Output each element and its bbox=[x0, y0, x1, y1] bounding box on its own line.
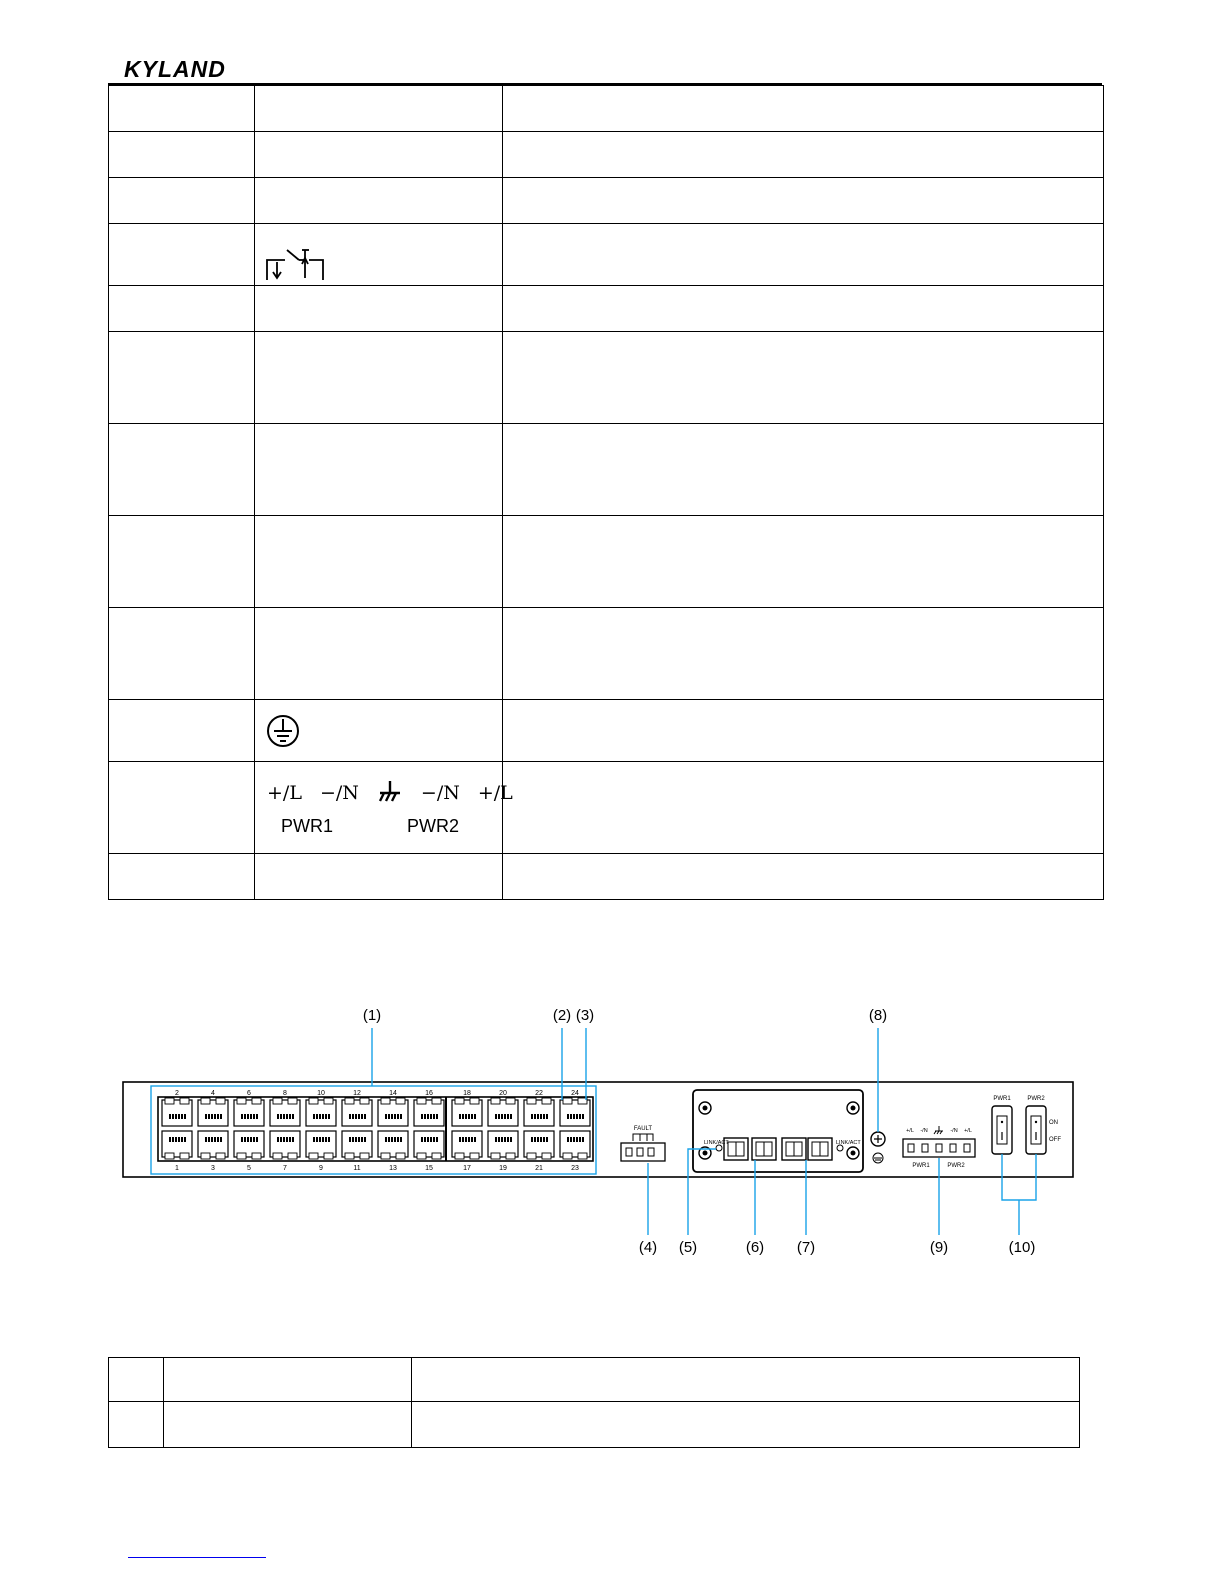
port-pin bbox=[313, 1137, 315, 1142]
port-pin bbox=[361, 1137, 363, 1142]
port-pin bbox=[217, 1137, 219, 1142]
port-pin bbox=[169, 1114, 171, 1119]
port-number: 22 bbox=[535, 1090, 543, 1097]
port-pin bbox=[495, 1114, 497, 1119]
port-number: 4 bbox=[211, 1090, 215, 1097]
port-pin bbox=[567, 1114, 569, 1119]
port-pin bbox=[471, 1137, 473, 1142]
port-number: 19 bbox=[499, 1165, 507, 1172]
switch-label: PWR2 bbox=[1027, 1096, 1045, 1102]
chassis-ground-icon bbox=[934, 1126, 943, 1134]
port-pin bbox=[349, 1114, 351, 1119]
port-led bbox=[506, 1098, 515, 1104]
port-pin bbox=[433, 1114, 435, 1119]
port-pin bbox=[355, 1137, 357, 1142]
port-pin bbox=[546, 1137, 548, 1142]
port-pin bbox=[459, 1114, 461, 1119]
kyland-logo bbox=[124, 56, 228, 82]
port-led bbox=[216, 1153, 225, 1159]
port-pin bbox=[537, 1114, 539, 1119]
port-pin bbox=[436, 1137, 438, 1142]
port-pin bbox=[397, 1114, 399, 1119]
power-labels bbox=[255, 816, 502, 837]
port-number: 9 bbox=[319, 1165, 323, 1172]
chassis-ground-icon bbox=[377, 779, 403, 808]
pwr2-positive-symbol: +/L bbox=[477, 782, 513, 804]
off-label: OFF bbox=[1049, 1137, 1061, 1143]
switch-dot bbox=[1001, 1121, 1003, 1123]
port-led bbox=[252, 1098, 261, 1104]
port-pin bbox=[175, 1137, 177, 1142]
port-led bbox=[381, 1153, 390, 1159]
port-pin bbox=[313, 1114, 315, 1119]
table-row bbox=[109, 332, 1104, 424]
table-row bbox=[109, 516, 1104, 608]
port-pin bbox=[391, 1114, 393, 1119]
port-pin bbox=[531, 1137, 533, 1142]
port-pin bbox=[214, 1114, 216, 1119]
port-number: 23 bbox=[571, 1165, 579, 1172]
port-pin bbox=[510, 1114, 512, 1119]
port-pin bbox=[504, 1114, 506, 1119]
port-pin bbox=[504, 1137, 506, 1142]
port-pin bbox=[507, 1137, 509, 1142]
port-pin bbox=[352, 1137, 354, 1142]
port-pin bbox=[534, 1137, 536, 1142]
terminal-label: +/L bbox=[906, 1128, 914, 1134]
relay-contact-icon bbox=[633, 1134, 653, 1141]
port-led bbox=[288, 1098, 297, 1104]
port-pin bbox=[253, 1114, 255, 1119]
port-pin bbox=[280, 1114, 282, 1119]
port-led bbox=[324, 1098, 333, 1104]
port-pin bbox=[462, 1114, 464, 1119]
port-pin bbox=[462, 1137, 464, 1142]
port-pin bbox=[292, 1114, 294, 1119]
port-pin bbox=[247, 1137, 249, 1142]
port-pin bbox=[582, 1137, 584, 1142]
port-pin bbox=[250, 1114, 252, 1119]
port-led bbox=[470, 1153, 479, 1159]
port-pin bbox=[576, 1114, 578, 1119]
port-number: 5 bbox=[247, 1165, 251, 1172]
port-pin bbox=[471, 1114, 473, 1119]
rear-panel-diagram bbox=[0, 1000, 1225, 1270]
link-act-label-right: LINK/ACT bbox=[836, 1140, 861, 1146]
port-pin bbox=[582, 1114, 584, 1119]
table-row bbox=[109, 132, 1104, 178]
callout-label-7: (7) bbox=[796, 1239, 816, 1256]
port-pin bbox=[289, 1137, 291, 1142]
port-pin bbox=[498, 1114, 500, 1119]
port-pin bbox=[316, 1137, 318, 1142]
port-pin bbox=[546, 1114, 548, 1119]
port-pin bbox=[468, 1137, 470, 1142]
port-led bbox=[165, 1153, 174, 1159]
port-pin bbox=[253, 1137, 255, 1142]
port-led bbox=[180, 1098, 189, 1104]
port-pin bbox=[540, 1114, 542, 1119]
port-led bbox=[396, 1153, 405, 1159]
table-row bbox=[109, 1358, 1080, 1402]
on-label: ON bbox=[1049, 1120, 1058, 1126]
port-led bbox=[237, 1153, 246, 1159]
port-pin bbox=[349, 1137, 351, 1142]
port-pin bbox=[510, 1137, 512, 1142]
port-pin bbox=[400, 1114, 402, 1119]
port-pin bbox=[325, 1114, 327, 1119]
port-pin bbox=[468, 1114, 470, 1119]
switch-label: PWR1 bbox=[993, 1096, 1011, 1102]
port-pin bbox=[400, 1137, 402, 1142]
port-pin bbox=[172, 1137, 174, 1142]
port-pin bbox=[244, 1114, 246, 1119]
protective-earth-mark bbox=[874, 1158, 882, 1160]
port-led bbox=[491, 1098, 500, 1104]
port-led bbox=[345, 1098, 354, 1104]
port-pin bbox=[474, 1137, 476, 1142]
port-pin bbox=[184, 1137, 186, 1142]
port-pin bbox=[573, 1114, 575, 1119]
port-number: 3 bbox=[211, 1165, 215, 1172]
port-pin bbox=[534, 1114, 536, 1119]
port-led bbox=[578, 1153, 587, 1159]
port-number: 11 bbox=[353, 1165, 361, 1172]
port-led bbox=[201, 1098, 210, 1104]
port-pin bbox=[178, 1114, 180, 1119]
port-number: 15 bbox=[425, 1165, 433, 1172]
port-pin bbox=[172, 1114, 174, 1119]
port-number: 20 bbox=[499, 1090, 507, 1097]
port-pin bbox=[277, 1137, 279, 1142]
port-pin bbox=[388, 1137, 390, 1142]
mounting-screw-center bbox=[703, 1151, 708, 1156]
port-pin bbox=[358, 1137, 360, 1142]
table-row bbox=[109, 178, 1104, 224]
port-pin bbox=[277, 1114, 279, 1119]
footer-link-underline[interactable] bbox=[128, 1557, 266, 1558]
port-number: 18 bbox=[463, 1090, 471, 1097]
port-pin bbox=[424, 1137, 426, 1142]
rear-panel-figure bbox=[0, 1000, 1225, 1270]
port-led bbox=[542, 1153, 551, 1159]
power-terminal-symbols bbox=[255, 779, 513, 808]
port-pin bbox=[322, 1137, 324, 1142]
port-pin bbox=[430, 1114, 432, 1119]
port-pin bbox=[570, 1137, 572, 1142]
port-pin bbox=[498, 1137, 500, 1142]
port-pin bbox=[217, 1114, 219, 1119]
port-pin bbox=[322, 1114, 324, 1119]
port-led bbox=[432, 1153, 441, 1159]
port-pin bbox=[175, 1114, 177, 1119]
port-led bbox=[396, 1098, 405, 1104]
symbol-cell bbox=[255, 224, 503, 286]
port-led bbox=[542, 1098, 551, 1104]
port-led bbox=[563, 1098, 572, 1104]
callout-label-1: (1) bbox=[362, 1007, 382, 1024]
port-pin bbox=[543, 1137, 545, 1142]
svg-text:KYLAND: KYLAND bbox=[124, 56, 226, 82]
port-pin bbox=[247, 1114, 249, 1119]
port-pin bbox=[421, 1114, 423, 1119]
pwr1-switch bbox=[992, 1106, 1012, 1154]
port-led bbox=[417, 1098, 426, 1104]
protective-earth-icon bbox=[265, 713, 301, 749]
symbol-cell bbox=[255, 700, 503, 762]
port-number: 16 bbox=[425, 1090, 433, 1097]
port-pin bbox=[385, 1114, 387, 1119]
mounting-screw-center bbox=[851, 1151, 856, 1156]
port-pin bbox=[474, 1114, 476, 1119]
port-pin bbox=[364, 1114, 366, 1119]
port-pin bbox=[211, 1114, 213, 1119]
pwr1-positive-symbol: +/L bbox=[267, 782, 302, 804]
mounting-screw-center bbox=[851, 1106, 856, 1111]
port-pin bbox=[364, 1137, 366, 1142]
callout-line-10 bbox=[1002, 1154, 1036, 1235]
port-pin bbox=[286, 1137, 288, 1142]
port-led bbox=[527, 1153, 536, 1159]
port-pin bbox=[579, 1114, 581, 1119]
port-pin bbox=[531, 1114, 533, 1119]
port-pin bbox=[328, 1137, 330, 1142]
port-pin bbox=[397, 1137, 399, 1142]
port-number: 14 bbox=[389, 1090, 397, 1097]
port-led bbox=[381, 1098, 390, 1104]
port-pin bbox=[241, 1114, 243, 1119]
port-pin bbox=[292, 1137, 294, 1142]
pwr1-label: PWR1 bbox=[912, 1163, 930, 1169]
port-pin bbox=[421, 1137, 423, 1142]
callout-label-10: (10) bbox=[1008, 1239, 1036, 1256]
port-pin bbox=[178, 1137, 180, 1142]
port-pin bbox=[325, 1137, 327, 1142]
table-row bbox=[109, 286, 1104, 332]
link-act-label-left: LINK/ACT bbox=[704, 1140, 729, 1146]
port-pin bbox=[465, 1114, 467, 1119]
pwr1-label: PWR1 bbox=[281, 815, 334, 836]
port-pin bbox=[394, 1114, 396, 1119]
symbol-table bbox=[108, 85, 1104, 900]
port-pin bbox=[244, 1137, 246, 1142]
port-pin bbox=[391, 1137, 393, 1142]
port-led bbox=[180, 1153, 189, 1159]
port-led bbox=[309, 1098, 318, 1104]
port-pin bbox=[181, 1137, 183, 1142]
terminal-label: -/N bbox=[920, 1128, 928, 1134]
port-pin bbox=[495, 1137, 497, 1142]
mounting-screw-center bbox=[703, 1106, 708, 1111]
port-pin bbox=[355, 1114, 357, 1119]
fault-label: FAULT bbox=[633, 1126, 653, 1132]
port-pin bbox=[289, 1114, 291, 1119]
port-led bbox=[288, 1153, 297, 1159]
pwr2-negative-symbol: −/N bbox=[420, 782, 460, 804]
port-led bbox=[237, 1098, 246, 1104]
port-led bbox=[417, 1153, 426, 1159]
switch-dot bbox=[1035, 1121, 1037, 1123]
port-number: 10 bbox=[317, 1090, 325, 1097]
port-pin bbox=[573, 1137, 575, 1142]
port-pin bbox=[430, 1137, 432, 1142]
port-pin bbox=[319, 1114, 321, 1119]
port-pin bbox=[579, 1137, 581, 1142]
port-led bbox=[506, 1153, 515, 1159]
pwr1-negative-symbol: −/N bbox=[319, 782, 359, 804]
port-pin bbox=[286, 1114, 288, 1119]
port-pin bbox=[214, 1137, 216, 1142]
port-pin bbox=[328, 1114, 330, 1119]
description-table bbox=[108, 1357, 1080, 1448]
port-pin bbox=[507, 1114, 509, 1119]
port-pin bbox=[540, 1137, 542, 1142]
port-number: 8 bbox=[283, 1090, 287, 1097]
port-number: 21 bbox=[535, 1165, 543, 1172]
port-led bbox=[324, 1153, 333, 1159]
port-led bbox=[470, 1098, 479, 1104]
callout-label-4: (4) bbox=[638, 1239, 658, 1256]
port-led bbox=[455, 1098, 464, 1104]
port-pin bbox=[205, 1114, 207, 1119]
port-led bbox=[216, 1098, 225, 1104]
callout-label-9: (9) bbox=[929, 1239, 949, 1256]
port-led bbox=[563, 1153, 572, 1159]
port-pin bbox=[220, 1137, 222, 1142]
callout-label-8: (8) bbox=[868, 1007, 888, 1024]
relay-contact-icon bbox=[265, 248, 335, 282]
port-number: 24 bbox=[571, 1090, 579, 1097]
port-led bbox=[201, 1153, 210, 1159]
port-led bbox=[165, 1098, 174, 1104]
port-number: 6 bbox=[247, 1090, 251, 1097]
port-pin bbox=[250, 1137, 252, 1142]
terminal-label: +/L bbox=[964, 1128, 972, 1134]
table-row bbox=[109, 854, 1104, 900]
port-pin bbox=[283, 1114, 285, 1119]
port-pin bbox=[459, 1137, 461, 1142]
fiber-module bbox=[693, 1090, 863, 1172]
port-pin bbox=[283, 1137, 285, 1142]
port-pin bbox=[169, 1137, 171, 1142]
port-pin bbox=[205, 1137, 207, 1142]
port-pin bbox=[388, 1114, 390, 1119]
port-pin bbox=[181, 1114, 183, 1119]
port-pin bbox=[394, 1137, 396, 1142]
port-pin bbox=[319, 1137, 321, 1142]
symbol-cell bbox=[255, 762, 513, 854]
table-row bbox=[109, 86, 1104, 132]
port-pin bbox=[208, 1137, 210, 1142]
port-led bbox=[527, 1098, 536, 1104]
table-row bbox=[109, 224, 1104, 286]
terminal-label: -/N bbox=[950, 1128, 958, 1134]
table-row bbox=[109, 424, 1104, 516]
port-number: 12 bbox=[353, 1090, 361, 1097]
port-pin bbox=[211, 1137, 213, 1142]
port-pin bbox=[361, 1114, 363, 1119]
port-pin bbox=[427, 1114, 429, 1119]
port-led bbox=[432, 1098, 441, 1104]
port-pin bbox=[433, 1137, 435, 1142]
table-row bbox=[109, 762, 1104, 854]
port-pin bbox=[501, 1114, 503, 1119]
port-pin bbox=[424, 1114, 426, 1119]
port-pin bbox=[501, 1137, 503, 1142]
port-pin bbox=[256, 1137, 258, 1142]
port-number: 1 bbox=[175, 1165, 179, 1172]
port-led bbox=[252, 1153, 261, 1159]
callout-label-3: (3) bbox=[575, 1007, 595, 1024]
port-pin bbox=[567, 1137, 569, 1142]
callout-label-6: (6) bbox=[745, 1239, 765, 1256]
port-number: 2 bbox=[175, 1090, 179, 1097]
port-pin bbox=[427, 1137, 429, 1142]
port-led bbox=[360, 1153, 369, 1159]
port-pin bbox=[570, 1114, 572, 1119]
port-pin bbox=[241, 1137, 243, 1142]
port-pin bbox=[256, 1114, 258, 1119]
port-led bbox=[273, 1098, 282, 1104]
port-led bbox=[360, 1098, 369, 1104]
port-pin bbox=[436, 1114, 438, 1119]
port-led bbox=[309, 1153, 318, 1159]
port-pin bbox=[352, 1114, 354, 1119]
port-pin bbox=[316, 1114, 318, 1119]
port-pin bbox=[576, 1137, 578, 1142]
port-pin bbox=[220, 1114, 222, 1119]
port-led bbox=[491, 1153, 500, 1159]
port-number: 13 bbox=[389, 1165, 397, 1172]
port-led bbox=[345, 1153, 354, 1159]
callout-label-2: (2) bbox=[552, 1007, 572, 1024]
port-led bbox=[455, 1153, 464, 1159]
port-pin bbox=[184, 1114, 186, 1119]
pwr2-label: PWR2 bbox=[947, 1163, 965, 1169]
table-row bbox=[109, 608, 1104, 700]
port-pin bbox=[280, 1137, 282, 1142]
pwr2-label: PWR2 bbox=[407, 815, 460, 836]
port-pin bbox=[385, 1137, 387, 1142]
pwr2-switch bbox=[1026, 1106, 1046, 1154]
table-row bbox=[109, 1402, 1080, 1448]
port-pin bbox=[465, 1137, 467, 1142]
callout-label-5: (5) bbox=[678, 1239, 698, 1256]
port-number: 17 bbox=[463, 1165, 471, 1172]
table-row bbox=[109, 700, 1104, 762]
port-led bbox=[273, 1153, 282, 1159]
port-pin bbox=[537, 1137, 539, 1142]
port-pin bbox=[208, 1114, 210, 1119]
port-number: 7 bbox=[283, 1165, 287, 1172]
port-pin bbox=[358, 1114, 360, 1119]
port-pin bbox=[543, 1114, 545, 1119]
